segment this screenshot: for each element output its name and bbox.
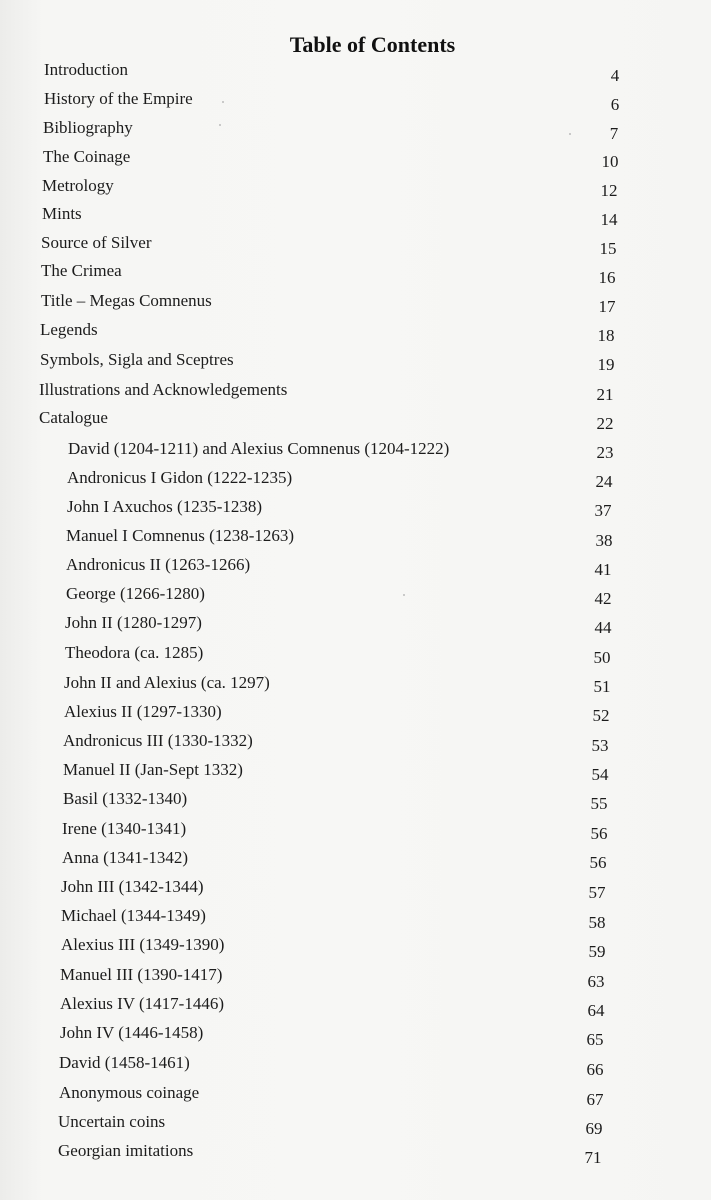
toc-entry-title: Alexius III (1349-1390): [61, 935, 225, 954]
toc-entry-title: Anna (1341-1342): [62, 848, 189, 867]
toc-entry-page-number: 41: [594, 560, 612, 579]
toc-entry-page-number: 58: [588, 913, 606, 932]
toc-entry-title: John III (1342-1344): [61, 877, 204, 896]
toc-entry-page-number: 19: [597, 355, 615, 374]
toc-entry-page-number: 4: [610, 66, 620, 85]
toc-entry-page-number: 56: [590, 824, 608, 843]
toc-entry-title: The Crimea: [41, 261, 122, 280]
paper-speck: [222, 101, 224, 103]
toc-entry-title: Metrology: [42, 176, 114, 195]
toc-entry-page-number: 65: [586, 1030, 604, 1049]
toc-entry-title: Symbols, Sigla and Sceptres: [40, 350, 234, 369]
toc-entry-page-number: 42: [594, 589, 612, 608]
toc-entry-page-number: 56: [589, 853, 607, 872]
toc-entry-page-number: 10: [601, 152, 619, 171]
toc-entry-title: Mints: [42, 204, 82, 223]
toc-entry-page-number: 15: [599, 239, 617, 258]
toc-entry-page-number: 6: [610, 95, 620, 114]
toc-entry-title: Manuel I Comnenus (1238-1263): [66, 526, 295, 545]
toc-entry-title: Alexius II (1297-1330): [64, 702, 222, 721]
toc-entry-title: Anonymous coinage: [59, 1083, 200, 1102]
toc-entry-title: Manuel II (Jan-Sept 1332): [63, 760, 243, 779]
toc-entry-page-number: 22: [596, 414, 614, 433]
toc-entry-page-number: 54: [591, 765, 609, 784]
toc-entry-page-number: 17: [598, 297, 616, 316]
toc-entry-title: Basil (1332-1340): [63, 789, 188, 808]
toc-entry-page-number: 7: [609, 124, 619, 143]
toc-entry-title: Manuel III (1390-1417): [60, 965, 223, 984]
toc-entry-title: John II and Alexius (ca. 1297): [64, 673, 270, 692]
toc-entry-page-number: 14: [600, 210, 618, 229]
toc-entry-title: Irene (1340-1341): [62, 819, 187, 838]
toc-entry-title: David (1458-1461): [59, 1053, 190, 1072]
toc-entry-page-number: 57: [588, 883, 606, 902]
toc-entry-page-number: 44: [594, 618, 612, 637]
toc-entry-title: Introduction: [44, 60, 129, 79]
toc-entry-title: John II (1280-1297): [65, 613, 202, 632]
toc-entry-title: John IV (1446-1458): [60, 1023, 204, 1042]
toc-entry-title: Andronicus II (1263-1266): [66, 555, 251, 574]
page-title: Table of Contents: [289, 32, 456, 57]
toc-entry-page-number: 12: [600, 181, 618, 200]
toc-entry-title: Bibliography: [43, 118, 133, 137]
toc-entry-page-number: 16: [598, 268, 616, 287]
toc-entry-title: Illustrations and Acknowledgements: [39, 380, 288, 399]
toc-entry-title: George (1266-1280): [66, 584, 205, 603]
toc-entry-title: Legends: [40, 320, 98, 339]
toc-entry-title: Andronicus III (1330-1332): [63, 731, 253, 750]
toc-entry-title: Catalogue: [39, 408, 108, 427]
toc-entry-title: Theodora (ca. 1285): [65, 643, 204, 662]
toc-entry-page-number: 66: [586, 1060, 604, 1079]
toc-entry-page-number: 63: [587, 972, 605, 991]
toc-entry-page-number: 53: [591, 736, 609, 755]
toc-entry-page-number: 55: [590, 794, 608, 813]
paper-speck: [219, 124, 221, 126]
toc-entry-page-number: 59: [588, 942, 606, 961]
toc-entry-title: History of the Empire: [44, 89, 193, 108]
toc-entry-page-number: 52: [592, 706, 610, 725]
toc-entry-page-number: 64: [587, 1001, 605, 1020]
paper-speck: [569, 133, 571, 135]
toc-entry-title: John I Axuchos (1235-1238): [67, 497, 263, 516]
toc-entry-title: Michael (1344-1349): [61, 906, 206, 925]
toc-entry-title: Georgian imitations: [58, 1141, 194, 1160]
toc-entry-page-number: 67: [586, 1090, 604, 1109]
toc-entry-title: David (1204-1211) and Alexius Comnenus (1204-1222): [68, 439, 450, 458]
toc-entry-title: Source of Silver: [41, 233, 152, 252]
toc-entry-title: The Coinage: [43, 147, 131, 166]
toc-entry-page-number: 21: [596, 385, 614, 404]
toc-entry-page-number: 51: [593, 677, 611, 696]
toc-entry-page-number: 38: [595, 531, 613, 550]
toc-entry-title: Uncertain coins: [58, 1112, 166, 1131]
toc-entry-page-number: 18: [597, 326, 615, 345]
toc-entry-page-number: 23: [596, 443, 614, 462]
toc-entry-page-number: 50: [593, 648, 611, 667]
toc-entry-page-number: 71: [584, 1148, 602, 1167]
toc-entry-page-number: 69: [585, 1119, 603, 1138]
toc-entry-title: Title – Megas Comnenus: [41, 291, 212, 310]
toc-entry-title: Andronicus I Gidon (1222-1235): [67, 468, 293, 487]
toc-entry-page-number: 37: [594, 501, 612, 520]
paper-speck: [403, 594, 405, 596]
toc-entry-page-number: 24: [595, 472, 613, 491]
toc-entry-title: Alexius IV (1417-1446): [60, 994, 224, 1013]
